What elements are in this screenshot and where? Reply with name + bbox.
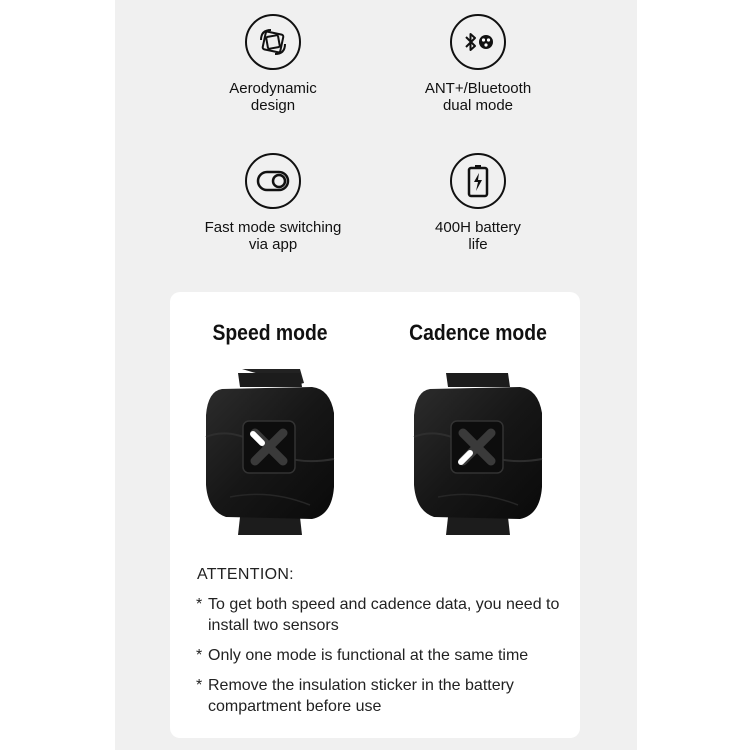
bullet-marker: *	[196, 596, 203, 613]
list-item	[196, 645, 566, 666]
toggle-switch-icon	[245, 153, 301, 209]
feature-label: 400H battery life	[435, 219, 521, 253]
feature-label: Fast mode switching via app	[204, 219, 342, 253]
modes-card	[170, 292, 580, 738]
feature-battery	[388, 153, 568, 253]
feature-label: Aerodynamic design	[229, 80, 317, 114]
attention-list	[196, 594, 566, 726]
cadence-mode-title: Cadence mode	[409, 320, 547, 345]
bullet-marker: *	[196, 647, 203, 664]
battery-icon	[450, 153, 506, 209]
list-item-text: Remove the insulation sticker in the battery compartment before use	[208, 677, 514, 715]
bullet-marker: *	[196, 677, 203, 694]
cadence-sensor-image	[408, 367, 548, 537]
feature-aerodynamic	[183, 14, 363, 114]
bluetooth-ant-icon	[450, 14, 506, 70]
speed-sensor-image	[200, 367, 340, 537]
aerodynamic-icon	[245, 14, 301, 70]
list-item-text: To get both speed and cadence data, you need to install two sensors	[208, 596, 560, 634]
feature-dual-mode	[388, 14, 568, 114]
feature-mode-switching	[183, 153, 363, 253]
feature-label: ANT+/Bluetooth dual mode	[424, 80, 532, 114]
speed-mode-title: Speed mode	[212, 320, 328, 345]
list-item-text: Only one mode is functional at the same time	[208, 647, 529, 664]
list-item	[196, 675, 566, 717]
attention-heading: ATTENTION:	[197, 566, 294, 583]
list-item	[196, 594, 566, 636]
